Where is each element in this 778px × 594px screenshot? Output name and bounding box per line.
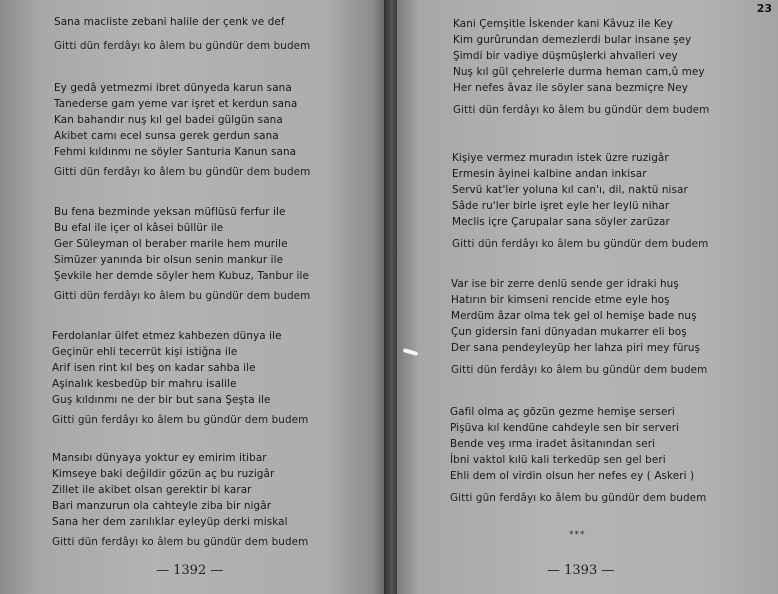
verse-line: Bu fena bezminde yeksan müflüsü ferfur ile (54, 206, 286, 218)
verse-line: Bari manzurun ola cahteyle ziba bir nigâr (52, 500, 272, 512)
verse-line: Ey gedâ yetmezmi ibret dünyeda karun sana (54, 82, 292, 94)
verse-line: Her nefes âvaz ile söyler sana bezmiçre Ney (453, 82, 688, 94)
verse-line: Var ise bir zerre denlü sende ger idraki huş (451, 278, 679, 290)
verse-line: İbni vaktol kılü kali terkedüp sen gel beri (450, 454, 666, 466)
page-number: — 1393 — (547, 563, 615, 578)
verse-line: Hatırın bir kimseni rencide etme eyle hoş (451, 294, 670, 306)
stanza (54, 14, 310, 54)
verse-line: Fehmi kıldınmı ne söyler Santuria Kanun sana (54, 146, 297, 158)
refrain-line: Gitti dün ferdâyı ko âlem bu gündür dem budem (54, 40, 311, 52)
refrain-line: Gitti gün ferdâyı ko âlem bu gündür dem budem (450, 492, 707, 504)
verse-line: Kim gurûrundan demezlerdi bular insane şey (453, 34, 692, 46)
verse-line: Aşinalık kesbedüp bir mahru isalile (52, 378, 237, 390)
stanza (52, 328, 308, 428)
verse-line: Mansıbı dünyaya yoktur ey emirim itibar (52, 452, 267, 464)
verse-line: Meclis içre Çarupalar sana söyler zarüzar (452, 216, 670, 228)
book-gutter (384, 0, 397, 594)
verse-line: Arif isen rint kıl beş on kadar sahba ile (52, 362, 256, 374)
verse-line: Der sana pendeyleyüp her lahza piri mey füruş (451, 342, 701, 354)
stanza (54, 80, 310, 180)
verse-line: Simüzer yanında bir olsun senin mankur ile (54, 254, 284, 266)
corner-number: 23 (756, 2, 772, 15)
verse-line: Tanederse gam yeme var işret et kerdun sana (54, 98, 298, 110)
refrain-line: Gitti gün ferdâyı ko âlem bu gündür dem budem (52, 414, 309, 426)
refrain-line: Gitti dün ferdâyı ko âlem bu gündür dem budem (52, 536, 309, 548)
verse-line: Sana her dem zarılıklar eyleyüp derki miskal (52, 516, 288, 528)
left-page (0, 0, 384, 594)
verse-line: Ermesin âyinei kalbine andan inkisar (452, 168, 647, 180)
right-page (397, 0, 778, 594)
verse-line: Kişiye vermez muradın istek üzre ruzigâr (452, 152, 669, 164)
stanza (450, 404, 706, 506)
verse-line: Bu efal ile içer ol kâsei büllür ile (54, 222, 224, 234)
verse-line: Kani Çemşitle İskender kani Kâvuz ile Key (453, 18, 674, 30)
refrain-line: Gitti dün ferdâyı ko âlem bu gündür dem budem (451, 364, 708, 376)
refrain-line: Gitti dün ferdâyı ko âlem bu gündür dem budem (54, 290, 311, 302)
verse-line: Kan bahandır nuş kıl gel badei gülgün sana (54, 114, 283, 126)
stanza (453, 16, 709, 118)
section-ornament: ⁎⁎⁎ (569, 527, 586, 537)
stanza (52, 450, 308, 550)
verse-line: Guş kıldınmı ne der bir but sana Şeşta ile (52, 394, 271, 406)
verse-line: Sana macliste zebani halile der çenk ve def (54, 16, 285, 28)
stanza (54, 204, 310, 304)
stanza (452, 150, 708, 252)
verse-line: Akibet camı ecel sunsa gerek gerdun sana (54, 130, 279, 142)
verse-line: Şevkile her demde söyler hem Kubuz, Tanbur ile (54, 270, 309, 282)
verse-line: Kimseye baki değildir gözün aç bu ruzigâr (52, 468, 275, 480)
verse-line: Gafil olma aç gözün gezme hemişe serseri (450, 406, 675, 418)
verse-line: Ehli dem ol virdin olsun her nefes ey ( Askeri ) (450, 470, 695, 482)
verse-line: Nuş kıl gül çehrelerle durma heman cam,û mey (453, 66, 705, 78)
verse-line: Şimdi bir vadiye düşmüşlerki ahvalleri vey (453, 50, 678, 62)
verse-line: Geçinür ehli tecerrüt kişi istiğna ile (52, 346, 238, 358)
refrain-line: Gitti dün ferdâyı ko âlem bu gündür dem budem (453, 104, 710, 116)
refrain-line: Gitti dün ferdâyı ko âlem bu gündür dem budem (54, 166, 311, 178)
stanza (451, 276, 707, 378)
verse-line: Servü kat'ler yoluna kıl can'ı, dil, naktü nisar (452, 184, 688, 196)
verse-line: Zillet ile akibet olsan gerektir bi karar (52, 484, 252, 496)
verse-line: Pişüva kıl kendüne cahdeyle sen bir serveri (450, 422, 680, 434)
verse-line: Sâde ru'ler birle işret eyle her leylü nihar (452, 200, 670, 212)
verse-line: Bende veş ırma iradet âsitanından seri (450, 438, 656, 450)
page-number: — 1392 — (156, 563, 224, 578)
verse-line: Merdüm âzar olma tek gel ol hemişe bade nuş (451, 310, 697, 322)
verse-line: Çun gidersin fani dünyadan mukarrer eli boş (451, 326, 687, 338)
verse-line: Ger Süleyman ol beraber marile hem murile (54, 238, 288, 250)
refrain-line: Gitti dün ferdâyı ko âlem bu gündür dem budem (452, 238, 709, 250)
verse-line: Ferdolanlar ülfet etmez kahbezen dünya ile (52, 330, 282, 342)
